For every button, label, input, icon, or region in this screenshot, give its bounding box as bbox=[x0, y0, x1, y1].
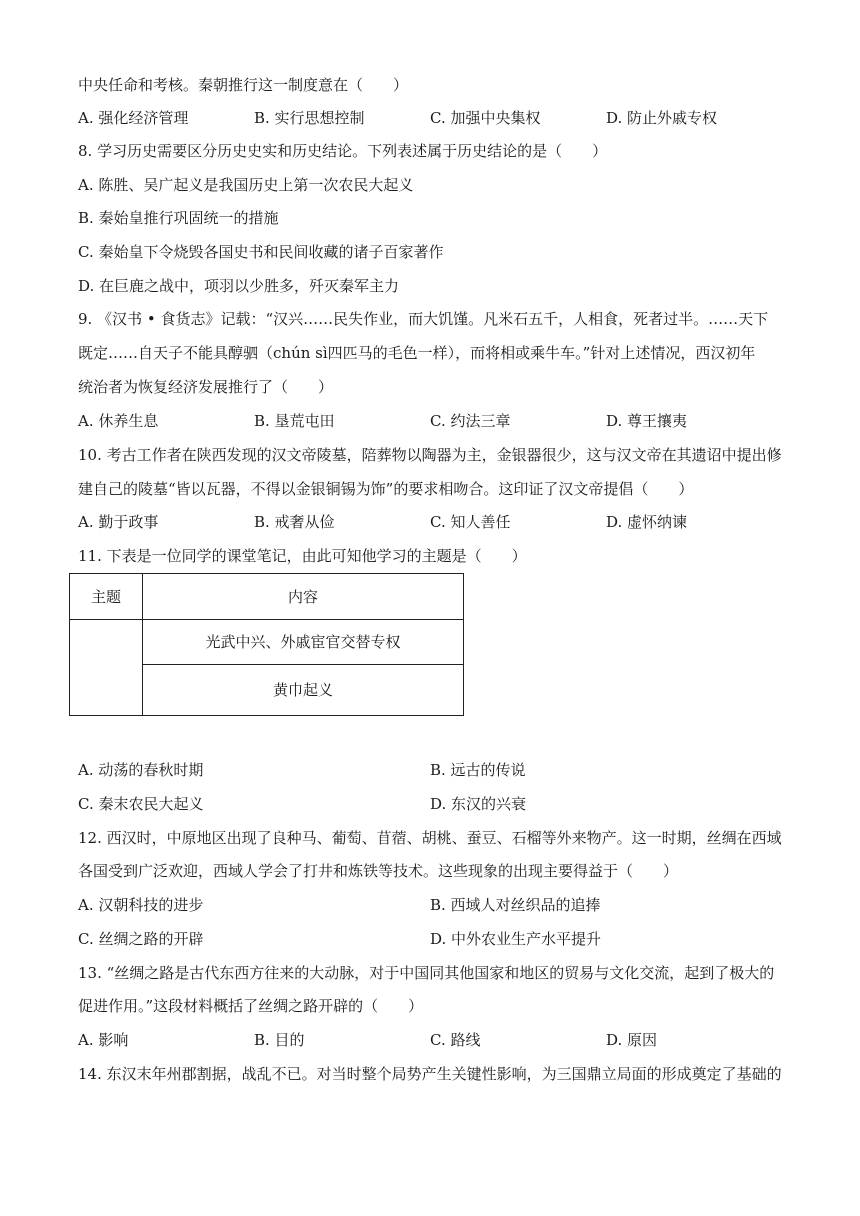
q9-stem-line3: 统治者为恢复经济发展推行了（ ） bbox=[78, 378, 334, 396]
q9-option-b: B. 垦荒屯田 bbox=[254, 412, 335, 430]
q9-stem-line2: 既定……自天子不能具醇驷（chún sì四匹马的毛色一样），而将相或乘牛车。”针对上述情况，西汉初年 bbox=[78, 344, 756, 362]
q14-stem-line1: 14. 东汉末年州郡割据，战乱不已。对当时整个局势产生关键性影响，为三国鼎立局面的形成奠定了基础的 bbox=[78, 1065, 782, 1083]
table-header-content: 内容 bbox=[143, 574, 464, 620]
q12-option-b: B. 西域人对丝织品的追捧 bbox=[430, 896, 601, 914]
q7-stem-tail: 中央任命和考核。秦朝推行这一制度意在（ ） bbox=[78, 76, 409, 94]
q13-option-d: D. 原因 bbox=[606, 1031, 658, 1049]
q12-option-d: D. 中外农业生产水平提升 bbox=[430, 930, 602, 948]
table-content-row1: 光武中兴、外戚宦官交替专权 bbox=[143, 620, 464, 665]
q9-option-a: A. 休养生息 bbox=[78, 412, 159, 430]
q12-option-c: C. 丝绸之路的开辟 bbox=[78, 930, 204, 948]
q13-stem-line1: 13. “丝绸之路是古代东西方往来的大动脉，对于中国同其他国家和地区的贸易与文化交流，起到了极大的 bbox=[78, 964, 775, 982]
q11-option-b: B. 远古的传说 bbox=[430, 761, 526, 779]
q8-stem: 8. 学习历史需要区分历史史实和历史结论。下列表述属于历史结论的是（ ） bbox=[78, 142, 608, 160]
q10-option-a: A. 勤于政事 bbox=[78, 513, 159, 531]
q13-option-b: B. 目的 bbox=[254, 1031, 305, 1049]
q12-option-a: A. 汉朝科技的进步 bbox=[78, 896, 204, 914]
q10-option-b: B. 戒奢从俭 bbox=[254, 513, 335, 531]
table-topic-blank-cell bbox=[70, 620, 143, 716]
q13-stem-line2: 促进作用。”这段材料概括了丝绸之路开辟的（ ） bbox=[78, 997, 424, 1015]
q11-stem: 11. 下表是一位同学的课堂笔记，由此可知他学习的主题是（ ） bbox=[78, 547, 527, 565]
q11-option-a: A. 动荡的春秋时期 bbox=[78, 761, 204, 779]
q10-stem-line1: 10. 考古工作者在陕西发现的汉文帝陵墓，陪葬物以陶器为主，金银器很少，这与汉文帝在其遗诏中提出修 bbox=[78, 446, 782, 464]
q8-option-b: B. 秦始皇推行巩固统一的措施 bbox=[78, 209, 279, 227]
q12-stem-line1: 12. 西汉时，中原地区出现了良种马、葡萄、苜蓿、胡桃、蚕豆、石榴等外来物产。这一时期，丝绸在西域 bbox=[78, 829, 782, 847]
q7-option-a: A. 强化经济管理 bbox=[78, 109, 189, 127]
q13-option-a: A. 影响 bbox=[78, 1031, 129, 1049]
table-header-topic: 主题 bbox=[70, 574, 143, 620]
q9-option-c: C. 约法三章 bbox=[430, 412, 511, 430]
q13-option-c: C. 路线 bbox=[430, 1031, 481, 1049]
q8-option-c: C. 秦始皇下令烧毁各国史书和民间收藏的诸子百家著作 bbox=[78, 243, 444, 261]
q11-option-c: C. 秦末农民大起义 bbox=[78, 795, 204, 813]
q7-option-d: D. 防止外戚专权 bbox=[606, 109, 718, 127]
q10-option-c: C. 知人善任 bbox=[430, 513, 511, 531]
q12-stem-line2: 各国受到广泛欢迎，西域人学会了打井和炼铁等技术。这些现象的出现主要得益于（ ） bbox=[78, 862, 679, 880]
q7-option-c: C. 加强中央集权 bbox=[430, 109, 541, 127]
class-notes-table bbox=[69, 573, 464, 716]
q10-stem-line2: 建自己的陵墓“皆以瓦器，不得以金银铜锡为饰”的要求相吻合。这印证了汉文帝提倡（ ） bbox=[78, 480, 694, 498]
q10-option-d: D. 虚怀纳谏 bbox=[606, 513, 688, 531]
q9-option-d: D. 尊王攘夷 bbox=[606, 412, 688, 430]
table-content-row2: 黄巾起义 bbox=[143, 665, 464, 716]
q8-option-d: D. 在巨鹿之战中，项羽以少胜多，歼灭秦军主力 bbox=[78, 277, 400, 295]
q11-option-d: D. 东汉的兴衰 bbox=[430, 795, 527, 813]
q7-option-b: B. 实行思想控制 bbox=[254, 109, 365, 127]
q8-option-a: A. 陈胜、吴广起义是我国历史上第一次农民大起义 bbox=[78, 176, 414, 194]
q9-stem-line1: 9. 《汉书 • 食货志》记载：“汉兴……民失作业，而大饥馑。凡米石五千，人相食，死者过半。……天下 bbox=[78, 310, 769, 328]
